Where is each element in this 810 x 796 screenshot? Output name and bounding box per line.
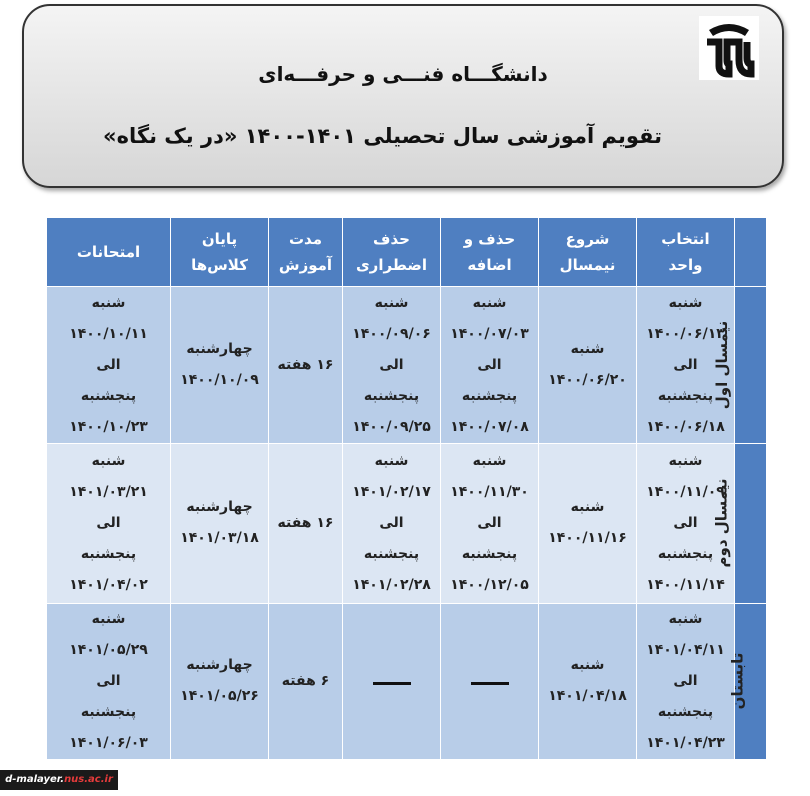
start-cell: شنبه ۱۴۰۰/۰۶/۲۰ (539, 287, 637, 444)
dash-icon (471, 682, 509, 685)
col-header-duration: مدت آموزش (269, 218, 343, 287)
table-row-second-semester (47, 444, 767, 603)
add-drop-cell (441, 603, 539, 759)
emergency-drop-cell: شنبه ۱۴۰۰/۰۹/۰۶ الی پنجشنبه ۱۴۰۰/۰۹/۲۵ (343, 287, 441, 444)
exams-cell: شنبه ۱۴۰۱/۰۵/۲۹ الی پنجشنبه ۱۴۰۱/۰۶/۰۳ (47, 603, 171, 759)
emergency-drop-cell (343, 603, 441, 759)
duration-cell: ۶ هفته (269, 603, 343, 759)
header-panel (22, 4, 784, 188)
col-header-exams: امتحانات (47, 218, 171, 287)
semester-label: نیمسال دوم (735, 444, 767, 603)
semester-label: نیمسال اول (735, 287, 767, 444)
duration-cell: ۱۶ هفته (269, 444, 343, 603)
university-name: دانشگـــاه فنـــی و حرفـــه‌ای (258, 62, 548, 86)
selection-cell: شنبه ۱۴۰۰/۱۱/۰۹ الی پنجشنبه ۱۴۰۰/۱۱/۱۴ (637, 444, 735, 603)
col-header-start: شروع نیمسال (539, 218, 637, 287)
dash-icon (373, 682, 411, 685)
col-header-classes-end: پایان کلاس‌ها (171, 218, 269, 287)
add-drop-cell: شنبه ۱۴۰۰/۱۱/۳۰ الی پنجشنبه ۱۴۰۰/۱۲/۰۵ (441, 444, 539, 603)
col-header-selection: انتخاب واحد (637, 218, 735, 287)
table-row-summer (47, 603, 767, 759)
exams-cell: شنبه ۱۴۰۱/۰۳/۲۱ الی پنجشنبه ۱۴۰۱/۰۴/۰۲ (47, 444, 171, 603)
classes-end-cell: چهارشنبه ۱۴۰۰/۱۰/۰۹ (171, 287, 269, 444)
site-watermark: d-malayer.nus.ac.ir (0, 770, 118, 790)
academic-calendar-table (46, 217, 767, 760)
header-row (47, 218, 767, 287)
start-cell: شنبه ۱۴۰۱/۰۴/۱۸ (539, 603, 637, 759)
add-drop-cell: شنبه ۱۴۰۰/۰۷/۰۳ الی پنجشنبه ۱۴۰۰/۰۷/۰۸ (441, 287, 539, 444)
classes-end-cell: چهارشنبه ۱۴۰۱/۰۳/۱۸ (171, 444, 269, 603)
start-cell: شنبه ۱۴۰۰/۱۱/۱۶ (539, 444, 637, 603)
calendar-title: تقویم آموزشی سال تحصیلی ۱۴۰۱-۱۴۰۰ «در یک نگاه» (103, 124, 662, 148)
exams-cell: شنبه ۱۴۰۰/۱۰/۱۱ الی پنجشنبه ۱۴۰۰/۱۰/۲۳ (47, 287, 171, 444)
table-row-first-semester (47, 287, 767, 444)
col-header-add-drop: حذف و اضافه (441, 218, 539, 287)
col-header-emergency-drop: حذف اضطراری (343, 218, 441, 287)
selection-cell: شنبه ۱۴۰۰/۰۶/۱۳ الی پنجشنبه ۱۴۰۰/۰۶/۱۸ (637, 287, 735, 444)
semester-label: تابستان (735, 603, 767, 759)
selection-cell: شنبه ۱۴۰۱/۰۴/۱۱ الی پنجشنبه ۱۴۰۱/۰۴/۲۳ (637, 603, 735, 759)
corner-cell (735, 218, 767, 287)
classes-end-cell: چهارشنبه ۱۴۰۱/۰۵/۲۶ (171, 603, 269, 759)
emergency-drop-cell: شنبه ۱۴۰۱/۰۲/۱۷ الی پنجشنبه ۱۴۰۱/۰۲/۲۸ (343, 444, 441, 603)
duration-cell: ۱۶ هفته (269, 287, 343, 444)
